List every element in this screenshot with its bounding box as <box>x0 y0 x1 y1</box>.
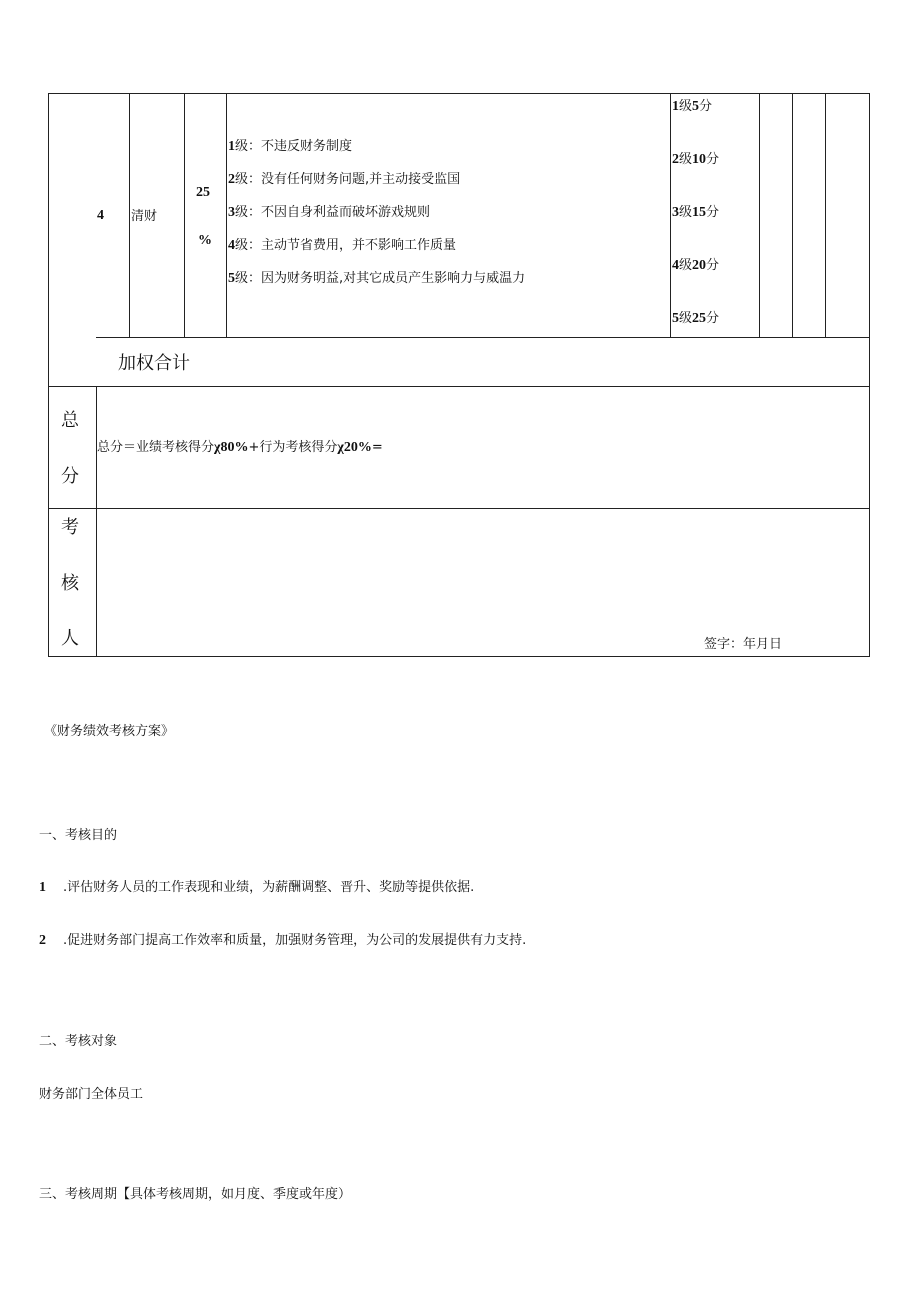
section2-body: 财务部门全体员工 <box>39 1087 144 1102</box>
table-top-border <box>48 93 870 94</box>
section1-item: 2 .促进财务部门提高工作效率和质量，加强财务管理，为公司的发展提供有力支持. <box>39 933 527 948</box>
section2-heading: 二、考核对象 <box>39 1034 118 1049</box>
score-item: 3级15分 <box>672 205 720 220</box>
criteria-item: 1级：不违反财务制度 <box>228 139 353 154</box>
col-border-6 <box>792 93 793 338</box>
table-left-border <box>48 93 49 657</box>
row-weight-percent: % <box>198 233 212 248</box>
total-bottom-border <box>48 508 870 509</box>
criteria-list <box>228 139 525 304</box>
document-title: 《财务绩效考核方案》 <box>44 724 175 739</box>
section3-heading: 三、考核周期【具体考核周期，如月度、季度或年度） <box>39 1187 352 1202</box>
assessor-label-char-3: 人 <box>61 628 79 649</box>
criteria-item: 2级：没有任何财务问题,并主动接受监国 <box>228 172 461 187</box>
row4-bottom-border <box>96 337 870 338</box>
col-border-4 <box>670 93 671 338</box>
signature-line: 签字：年月日 <box>704 637 783 652</box>
row-item-name: 清财 <box>131 209 158 224</box>
col-border-2 <box>184 93 185 338</box>
section1-item: 1 .评估财务人员的工作表现和业绩，为薪酬调整、晋升、奖励等提供依据. <box>39 880 475 895</box>
table-right-border <box>869 93 870 657</box>
score-item: 5级25分 <box>672 311 720 326</box>
criteria-item: 3级：不因自身利益而破坏游戏规则 <box>228 205 431 220</box>
total-formula: 总分＝业绩考核得分χ80%+行为考核得分χ20%= <box>97 440 383 455</box>
score-list <box>672 99 719 364</box>
weighted-total-bottom-border <box>48 386 870 387</box>
total-label-char-2: 分 <box>61 466 79 487</box>
score-item: 1级5分 <box>672 99 713 114</box>
total-label-char-1: 总 <box>61 410 79 431</box>
col-border-1 <box>129 93 130 338</box>
col-border-5 <box>759 93 760 338</box>
assessor-label-char-1: 考 <box>61 517 79 538</box>
col-border-3 <box>226 93 227 338</box>
score-item: 4级20分 <box>672 258 720 273</box>
label-column-border <box>96 386 97 657</box>
section1-heading: 一、考核目的 <box>39 828 118 843</box>
col-border-7 <box>825 93 826 338</box>
weighted-total-label: 加权合计 <box>118 353 190 374</box>
row-index: 4 <box>97 208 104 223</box>
score-item: 2级10分 <box>672 152 720 167</box>
criteria-item: 5级：因为财务明益,对其它成员产生影响力与威温力 <box>228 271 526 286</box>
table-bottom-border <box>48 656 870 657</box>
assessor-label-char-2: 核 <box>61 573 79 594</box>
row-weight-value: 25 <box>196 185 210 200</box>
criteria-item: 4级：主动节省费用，并不影响工作质量 <box>228 238 457 253</box>
